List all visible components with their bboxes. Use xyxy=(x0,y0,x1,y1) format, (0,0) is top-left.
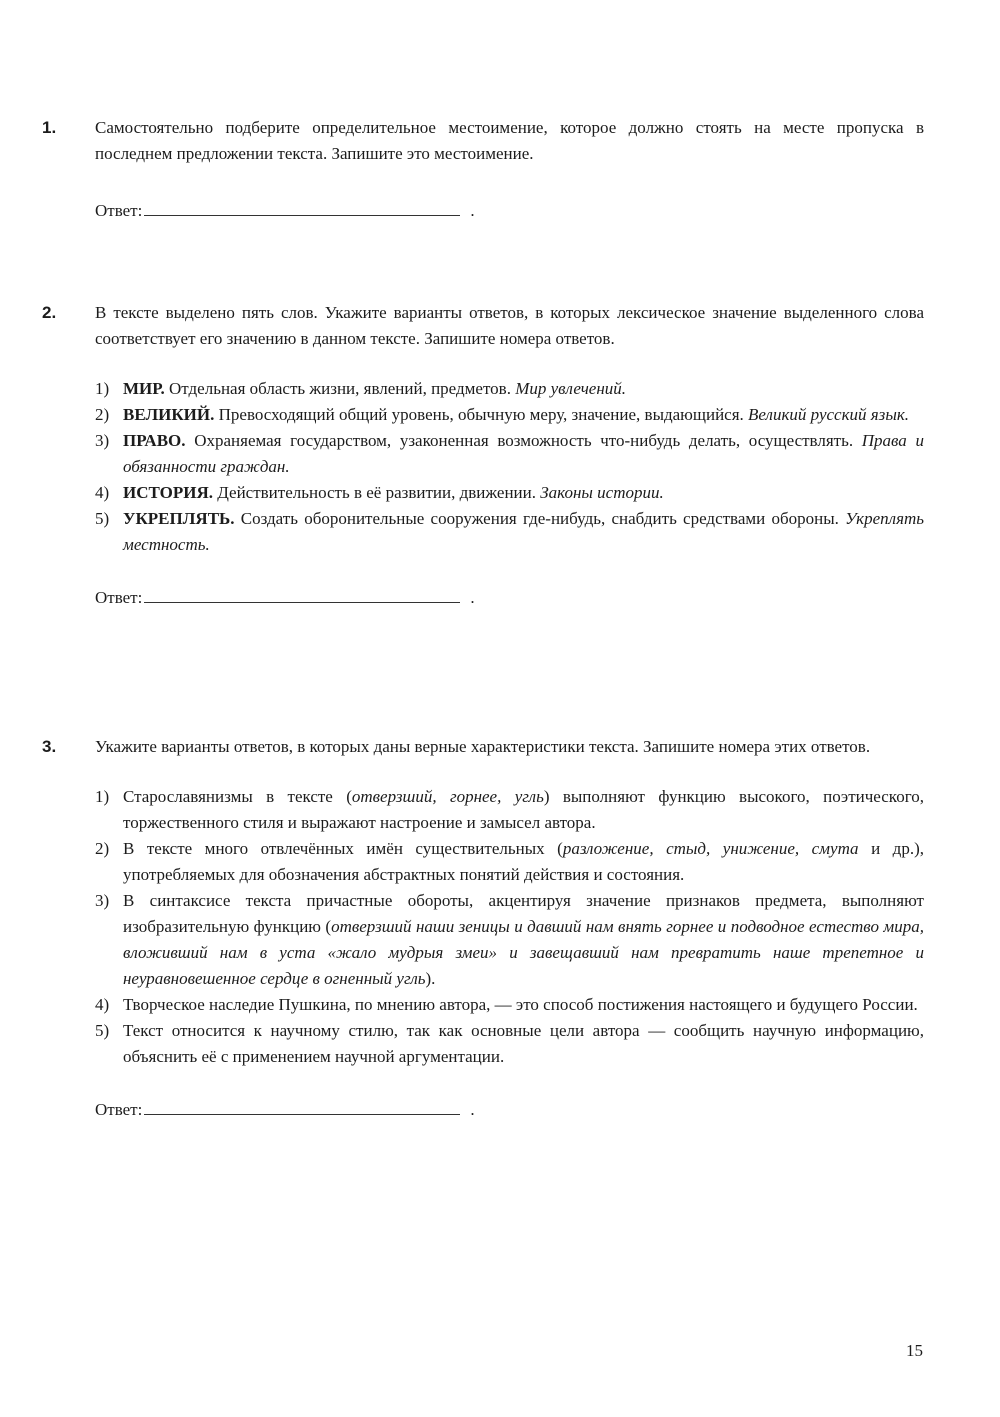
option-5 xyxy=(95,506,924,558)
answer-label: Ответ: xyxy=(95,588,143,607)
option-5 xyxy=(95,1018,924,1070)
option-text-tail: ). xyxy=(425,969,436,988)
option-definition: Отдельная область жизни, явлений, предметов. xyxy=(164,379,516,398)
answer-field[interactable] xyxy=(144,584,460,603)
answer-end-dot: . xyxy=(470,201,475,220)
option-text: В синтаксисе текста причастные обороты, акцентируя значение признаков предмета, выполняют изобразительную функцию ( xyxy=(123,891,924,936)
option-number: 5) xyxy=(95,1021,110,1040)
task-prompt: Самостоятельно подберите определительное местоимение, которое должно стоять на месте пропуска в последнем предложении текста. Запишите это местоимение. xyxy=(95,118,924,163)
option-1 xyxy=(95,376,924,402)
option-definition: Создать оборонительные сооружения где-нибудь, снабдить средствами обороны. xyxy=(234,509,846,528)
option-example: Мир увлечений. xyxy=(515,379,627,398)
option-number: 5) xyxy=(95,509,110,528)
option-definition: Охраняемая государством, узаконенная возможность что-нибудь делать, осуществлять. xyxy=(185,431,862,450)
task-3 xyxy=(42,734,924,1123)
option-number: 1) xyxy=(95,379,110,398)
option-examples: отверзший наши зеницы и давший нам внять горнее и подводное естество мира, вложивший нам в уста «жало мудрыя змеи» и завещавший нам превратить наше трепетное и неуравновешенное сердце в огненный угль xyxy=(123,917,924,988)
option-1 xyxy=(95,784,924,836)
option-examples: отверзший, горнее, угль xyxy=(351,787,544,806)
option-text-tail: и др.), употребляемых для обозначения абстрактных понятий действия и состояния. xyxy=(123,839,924,884)
answer-label: Ответ: xyxy=(95,1100,143,1119)
options-list xyxy=(95,376,924,558)
option-2 xyxy=(95,836,924,888)
option-number: 1) xyxy=(95,787,110,806)
option-definition: Превосходящий общий уровень, обычную меру, значение, выдающийся. xyxy=(214,405,749,424)
option-word: УКРЕПЛЯТЬ. xyxy=(123,509,235,528)
task-prompt: Укажите варианты ответов, в которых даны верные характеристики текста. Запишите номера этих ответов. xyxy=(95,737,871,756)
answer-row xyxy=(95,584,924,611)
option-3 xyxy=(95,888,924,992)
answer-field[interactable] xyxy=(144,197,460,216)
option-number: 3) xyxy=(95,891,110,910)
option-example: Великий русский язык. xyxy=(748,405,910,424)
option-example: Права и обязанности граждан. xyxy=(123,431,924,476)
answer-field[interactable] xyxy=(144,1096,460,1115)
option-text-tail: ) выполняют функцию высокого, поэтического, торжественного стиля и выражают настроение и замысел автора. xyxy=(123,787,924,832)
option-text: Творческое наследие Пушкина, по мнению автора, — это способ постижения настоящего и будущего России. xyxy=(123,995,918,1014)
answer-row xyxy=(95,1096,924,1123)
task-number: 3. xyxy=(42,737,57,756)
option-number: 2) xyxy=(95,839,110,858)
option-word: ПРАВО. xyxy=(123,431,186,450)
option-word: МИР. xyxy=(123,379,165,398)
page-number: 15 xyxy=(906,1341,923,1360)
answer-row xyxy=(95,197,924,224)
option-number: 4) xyxy=(95,995,110,1014)
option-number: 3) xyxy=(95,431,110,450)
option-word: ИСТОРИЯ. xyxy=(123,483,213,502)
task-number: 2. xyxy=(42,303,57,322)
option-example: Законы истории. xyxy=(540,483,664,502)
option-example: Укреплять местность. xyxy=(123,509,924,554)
task-2 xyxy=(42,300,924,611)
task-1 xyxy=(42,115,924,224)
option-3 xyxy=(95,428,924,480)
option-definition: Действительность в её развитии, движении. xyxy=(212,483,541,502)
option-4 xyxy=(95,992,924,1018)
options-list xyxy=(95,784,924,1070)
answer-label: Ответ: xyxy=(95,201,143,220)
option-number: 2) xyxy=(95,405,110,424)
option-examples: разложение, стыд, унижение, смута xyxy=(562,839,859,858)
answer-end-dot: . xyxy=(470,1100,475,1119)
task-number: 1. xyxy=(42,118,57,137)
option-2 xyxy=(95,402,924,428)
option-word: ВЕЛИКИЙ. xyxy=(123,405,215,424)
option-text: Старославянизмы в тексте ( xyxy=(123,787,352,806)
option-text: В тексте много отвлечённых имён существительных ( xyxy=(123,839,563,858)
option-number: 4) xyxy=(95,483,110,502)
answer-end-dot: . xyxy=(470,588,475,607)
option-4 xyxy=(95,480,924,506)
option-text: Текст относится к научному стилю, так как основные цели автора — сообщить научную информацию, объяснить её с применением научной аргументации. xyxy=(123,1021,924,1066)
task-prompt: В тексте выделено пять слов. Укажите варианты ответов, в которых лексическое значение выделенного слова соответствует его значению в данном тексте. Запишите номера ответов. xyxy=(95,303,924,348)
